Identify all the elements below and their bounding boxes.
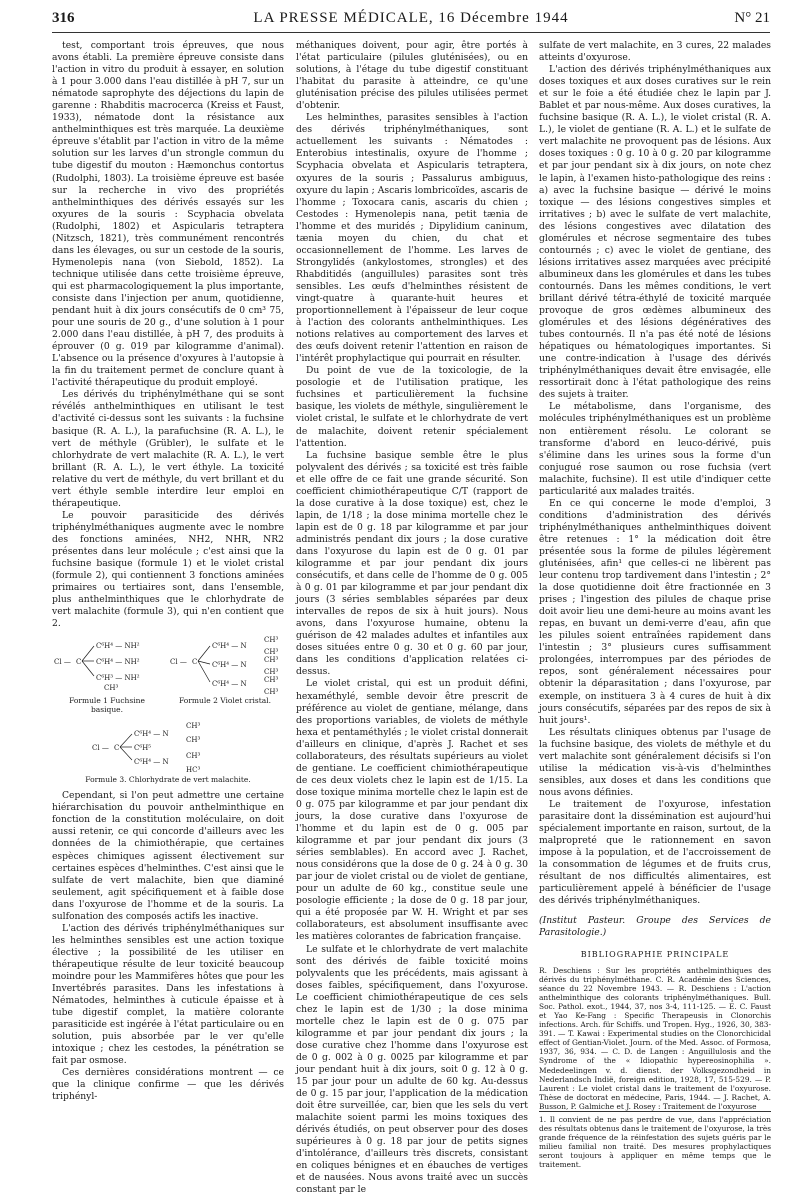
paragraph: Du point de vue de la toxicologie, de la posologie et de l'utilisation pratique, les fuchsines et particulièrement la fuchsine basique, les violets de méthyle, singulièrement le violet cristal, le sulfate et le chlorhydrate de vert de malachite, doivent retenir spécialement l'attention. bbox=[296, 365, 528, 449]
f3-group-a: C⁶H⁴ — N bbox=[134, 730, 169, 739]
f1-group-b: C⁶H⁴ — NH² bbox=[96, 658, 140, 667]
f2-methyl: CH³ bbox=[264, 648, 279, 657]
f1-c: C bbox=[76, 658, 82, 667]
paragraph: Cependant, si l'on peut admettre une certaine hiérarchisation du pouvoir anthelminthique en fonction de la constitution moléculaire, on doit aussi retenir, ce qui concorde d'ailleurs avec les données de la chimiothérapie, que certaines espèces chimiques agissent électivement sur certaines espèces d'helminthes. C'est ainsi que le sulfate de vert malachite, bien que diaminé seulement, agit spécifiquement et à faible dose dans l'oxyurose de l'homme et de la souris. La sulfonation des composés actifs les inactive. bbox=[52, 790, 284, 922]
issue-number: N° 21 bbox=[734, 10, 770, 26]
affiliation: (Institut Pasteur. Groupe des Services de Parasitologie.) bbox=[539, 915, 771, 939]
paragraph: La fuchsine basique semble être le plus polyvalent des dérivés ; sa toxicité est très faible et elle offre de ce fait une grande sécurité. Son coefficient chimiothérapeutique C/T (rapport de la dose curative à la dose toxique) est, chez le lapin, de 1/18 ; la dose minima mortelle chez le lapin est de 0 g. 18 par kilogramme et par jour administrés pendant dix jours ; la dose curative dans l'oxyurose du lapin est de 0 g. 01 par kilogramme et par jour pendant dix jours consécutifs, et dans celle de l'homme de 0 g. 005 à 0 g. 01 par kilogramme et par jour pendant dix jours (3 séries semblables séparées par deux intervalles de repos de six à huit jours). Nous avons, dans l'oxyurose humaine, obtenu la guérison de 42 malades adultes et infantiles aux doses situées entre 0 g. 30 et 0 g. 60 par jour, dans les conditions d'application relatées ci-dessus. bbox=[296, 449, 528, 678]
paragraph: Le violet cristal, qui est un produit défini, hexaméthylé, semble devoir être prescrit de préférence au violet de gentiane, mélange, dans des proportions variables, de violets de méthyle hexa et pentaméthylés ; le violet cristal donnerait d'ailleurs en clinique, d'après J. Rachet et ses collaborateurs, des résultats supérieurs au violet de gentiane. Le coefficient chimiothérapeutique de ces deux violets chez le lapin est de 1/15. La dose toxique minima mortelle chez le lapin est de 0 g. 075 par kilogramme et par jour pendant dix jours, la dose curative dans l'oxyurose de l'homme et du lapin est de 0 g. 005 par kilogramme et par jour pendant dix jours (3 séries semblables). En accord avec J. Rachet, nous considérons que la dose de 0 g. 24 à 0 g. 30 par jour de violet cristal ou de violet de gentiane, pour un adulte de 60 kg., constitue seule une posologie efficiente ; la dose de 0 g. 18 par jour, qui a été proposée par W. H. Wright et par ses collaborateurs, est absolument insuffisante avec les matières colorantes de fabrication française. bbox=[296, 678, 528, 943]
f2-methyl: CH³ bbox=[264, 636, 279, 645]
f2-group-c: C⁶H⁴ — N bbox=[212, 680, 247, 689]
running-header bbox=[52, 10, 770, 33]
paragraph: sulfate de vert malachite, en 3 cures, 22 malades atteints d'oxyurose. bbox=[539, 40, 771, 64]
paragraph: Le traitement de l'oxyurose, infestation parasitaire dont la dissémination est aujourd'hui spécialement importante en raison, surtout, de la malpropreté que le rationnement en savon impose à la population, et de l'accroissement de la consommation de légumes et de fruits crus, résultant de nos difficultés alimentaires, est particulièrement appelé à bénéficier de l'usage des dérivés triphénylméthaniques. bbox=[539, 798, 771, 907]
paragraph: Le pouvoir parasiticide des dérivés triphénylméthaniques augmente avec le nombre des fonctions aminées, NH2, NHR, NR2 présentes dans leur molécule ; c'est ainsi que la fuchsine basique (formule 1) et le violet cristal (formule 2), qui contiennent 3 fonctions aminées primaires ou tertiaires sont, dans l'ensemble, plus anthelminthiques que le chlorhydrate de vert malachite (formule 3), qui n'en contient que 2. bbox=[52, 509, 284, 630]
formula-2-caption: Formule 2 Violet cristal. bbox=[179, 696, 271, 706]
f3-methyl: CH³ bbox=[186, 752, 201, 761]
formula-1-caption: Formule 1 Fuchsine basique. bbox=[69, 696, 145, 715]
journal-title: LA PRESSE MÉDICALE, 16 Décembre 1944 bbox=[253, 10, 569, 26]
paragraph: Les helminthes, parasites sensibles à l'action des dérivés triphénylméthaniques, sont actuellement les suivants : Nématodes : Enterobius intestinalis, oxyure de l'homme ; Scyphacia obvelata et Aspicularis tetraptera, oxyures de la souris ; Passalurus ambiguus, oxyure du lapin ; Ascaris lombricoïdes, ascaris de l'homme ; Toxocara canis, ascaris du chien ; Cestodes : Hymenolepis nana, petit tænia de l'homme et des muridés ; Dipylidium caninum, tænia moyen du chien, du chat et occasionnellement de l'homme. Les larves de Strongylidés (ankylostomes, strongles) et des Rhabditidés (anguillules) parasites sont très sensibles. Les œufs d'helminthes résistent de vingt-quatre à quarante-huit heures et proportionnellement à l'épaisseur de leur coque à l'action des colorants anthelminthiques. Les notions relatives au comportement des larves et des œufs doivent retenir l'attention en raison de l'intérêt prophylactique qui pourrait en résulter. bbox=[296, 112, 528, 365]
f1-group-c: C⁶H³ — NH² bbox=[96, 674, 140, 683]
f1-methyl: CH³ bbox=[104, 684, 119, 693]
f2-methyl: CH³ bbox=[264, 656, 279, 665]
paragraph: Le métabolisme, dans l'organisme, des molécules triphénylméthaniques est un problème non entièrement résolu. Le colorant se transforme d'abord en leuco-dérivé, puis s'élimine dans les urines sous la forme d'un conjugué rose saumon ou rose fuchsia (vert malachite, fuchsine). Il est utile d'indiquer cette particularité aux malades traités. bbox=[539, 401, 771, 497]
column-3 bbox=[539, 40, 772, 1170]
f2-c: C bbox=[192, 658, 198, 667]
column-1 bbox=[52, 40, 284, 1103]
f3-group-c: C⁶H⁴ — N bbox=[134, 758, 169, 767]
f3-cl: Cl — bbox=[92, 744, 109, 753]
f2-group-a: C⁶H⁴ — N bbox=[212, 642, 247, 651]
paragraph: Les dérivés du triphénylméthane qui se sont révélés anthelminthiques en utilisant le test d'activité ci-dessus sont les suivants : la fuchsine basique (R. A. L.), la parafuchsine (R. A. L.), le vert de méthyle (Grübler), le sulfate et le chlorhydrate de vert malachite (R. A. L.), le vert brillant (R. A. L.), le vert éthyle. La toxicité relative du vert de méthyle, du vert brillant et du vert éthyle semble interdire leur emploi en thérapeutique. bbox=[52, 389, 284, 509]
paragraph: Le sulfate et le chlorhydrate de vert malachite sont des dérivés de faible toxicité moins polyvalents que les précédents, mais agissant à doses faibles, spécifiquement, dans l'oxyurose. Le coefficient chimiothérapeutique de ces sels chez le lapin est de 1/30 ; la dose minima mortelle chez le lapin est de 0 g. 075 par kilogramme et par jour pendant dix jours ; la dose curative chez l'homme dans l'oxyurose est de 0 g. 002 à 0 g. 0025 par kilogramme et par jour pendant huit à dix jours, soit 0 g. 12 à 0 g. 15 par jour pour un adulte de 60 kg. Au-dessus de 0 g. 15 par jour, l'application de la médication doit être surveillée, car, bien que les sels du vert malachite soient parmi les moins toxiques des dérivés étudiés, on peut observer pour des doses supérieures à 0 g. 18 par jour de petits signes d'intolérance, d'ailleurs très discrets, consistant en coliques bénignes et en ébauches de vertiges et de nausées. Nous avons traité avec un succès constant par le bbox=[296, 943, 528, 1196]
page-number: 316 bbox=[52, 10, 75, 26]
f3-c: C bbox=[114, 744, 120, 753]
paragraph: L'action des dérivés triphénylméthaniques sur les helminthes sensibles est une action toxique élective ; la possibilité de les utiliser en thérapeutique résulte de leur toxicité beaucoup moindre pour les Mammifères hôtes que pour les Invertébrés parasites. Dans les infestations à Nématodes, helminthes à cuticule épaisse et à tube digestif complet, la matière colorante parasiticide est ingérée à l'état particulaire ou en solution, puis absorbée par le ver qu'elle intoxique ; chez les cestodes, la pénétration se fait par osmose. bbox=[52, 922, 284, 1067]
f2-group-b: C⁶H⁴ — N bbox=[212, 661, 247, 670]
paragraph: En ce qui concerne le mode d'emploi, 3 conditions d'administration des dérivés triphénylméthaniques anthelminthiques doivent être retenues : 1° la médication doit être présentée sous la forme de pilules légèrement gluténisées, afin¹ que celles-ci ne libèrent pas leur contenu trop tardivement dans l'intestin ; 2° la dose quotidienne doit être fractionnée en 3 prises ; l'ingestion des pilules de chaque prise doit avoir lieu une demi-heure au moins avant les repas, en buvant un demi-verre d'eau, afin que les pilules soient entraînées rapidement dans l'intestin ; 3° plusieurs cures suffisamment prolongées, interrompues par des périodes de repos, sont généralement nécessaires pour obtenir la déparasitation ; dans l'oxyurose, par exemple, on instituera 3 à 4 cures de huit à dix jours consécutifs, séparées par des repos de six à huit jours¹. bbox=[539, 497, 771, 726]
f3-methyl: CH³ bbox=[186, 736, 201, 745]
column-2 bbox=[296, 40, 528, 1196]
f2-methyl: CH³ bbox=[264, 676, 279, 685]
bibliography: R. Deschiens : Sur les propriétés anthelminthiques des dérivés du triphénylméthane. C. R. Académie des Sciences, séance du 22 Novembre 1943. — R. Deschiens : L'action anthelminthique des colorants triphénylméthaniques. Bull. Soc. Pathol. exot., 1944, 37, nos 3-4, 111-125. — E. C. Faust et Yao Ke-Fang : Specific Therapeusis in Clonorchis infections. Arch. für Schiffs. und Tropen. Hyg., 1926, 30, 383-391. — T. Kawai : Experimental studies on the Clonorchicidal effect of Gentian-Violet. Journ. of the Med. Assoc. of Formosa, 1937, 36, 934. — C. D. de Langen : Anguillulosis and the Syndrome of the « Idiopathic hypereosinophilia ». Mededeelingen v. d. dienst. der Volksgezondheid in Nederlandsch Indië, foreign edition, 1928, 17, 515-529. — P. Laurent : Le violet cristal dans le traitement de l'oxyurose. Thèse de doctorat en médecine, Paris, 1944. — J. Rachet, A. Busson, P. Galmiche et J. Rosey : Traitement de l'oxyurose bbox=[539, 965, 772, 1111]
bibliography-title: BIBLIOGRAPHIE PRINCIPALE bbox=[580, 950, 730, 960]
f1-cl: Cl — bbox=[54, 658, 71, 667]
f2-cl: Cl — bbox=[170, 658, 187, 667]
formula-3-caption: Formule 3. Chlorhydrate de vert malachite. bbox=[85, 775, 251, 785]
f2-methyl: CH³ bbox=[264, 668, 279, 677]
f3-methyl: CH³ bbox=[186, 722, 201, 731]
paragraph: L'action des dérivés triphénylméthaniques aux doses toxiques et aux doses curatives sur le rein et sur le foie a été étudiée chez le lapin par J. Bablet et par nous-même. Aux doses curatives, la fuchsine basique (R. A. L.), le violet cristal (R. A. L.), le violet de gentiane (R. A. L.) et le sulfate de vert malachite ne provoquent pas de lésions. Aux doses toxiques : 0 g. 10 à 0 g. 20 par kilogramme et par jour pendant six à dix jours, on note chez le lapin, à l'examen histo-pathologique des reins : a) avec la fuchsine basique — dérivé le moins toxique — des lésions congestives simples et irritatives ; b) avec le sulfate de vert malachite, des lésions congestives avec dilatation des glomérules et nécrose segmentaire des tubes contournés ; c) avec le violet de gentiane, des lésions irritatives assez marquées avec précipité albumineux dans les glomérules et dans les tubes contournés. Dans les mêmes conditions, le vert brillant dérivé tétra-éthylé de toxicité marquée provoque de gros œdèmes albumineux des glomérules et des lésions dégénératives des tubes contournés. Il n'a pas été noté de lésions hépatiques ou hématologiques importantes. Si une contre-indication à l'usage des dérivés triphénylméthaniques devait être envisagée, elle ressortirait donc à l'état pathologique des reins des sujets à traiter. bbox=[539, 64, 771, 401]
f1-group-a: C⁶H⁴ — NH² bbox=[96, 642, 140, 651]
f2-methyl: CH³ bbox=[264, 688, 279, 697]
footnote: 1. Il convient de ne pas perdre de vue, dans l'appréciation des résultats obtenus dans le traitement de l'oxyurose, la très grande fréquence de la réinfestation des sujets guéris par le milieu familial non traité. Des mesures prophylactiques seront toujours à appliquer en même temps que le traitement. bbox=[539, 1111, 771, 1170]
paragraph: méthaniques doivent, pour agir, être portés à l'état particulaire (pilules gluténisées), ou en solutions, à l'étage du tube digestif constituant l'habitat du parasite à atteindre, ce qu'une gluténisation précise des pilules utilisées permet d'obtenir. bbox=[296, 40, 528, 112]
paragraph: Les résultats cliniques obtenus par l'usage de la fuchsine basique, des violets de méthyle et du vert malachite sont généralement décisifs si l'on utilise la médication vis-à-vis d'helminthes sensibles, aux doses et dans les conditions que nous avons définies. bbox=[539, 726, 771, 798]
f3-group-b: C⁶H⁵ bbox=[134, 744, 152, 753]
paragraph: test, comportant trois épreuves, que nous avons établi. La première épreuve consiste dans l'action in vitro du produit à essayer, en solution à 1 pour 3.000 dans l'eau distillée à pH 7, sur un nématode saprophyte des déjections du lapin de garenne : Rhabditis macrocerca (Kreiss et Faust, 1933), nématode dont la résistance aux anthelminthiques est très marquée. La deuxième épreuve s'établit par l'action in vitro de la même solution sur les larves d'un strongle commun du tube digestif du mouton : Hæmonchus contortus (Rudolphi, 1803). La troisième épreuve est basée sur la recherche in vivo des propriétés anthelminthiques des dérivés essayés sur les oxyures de la souris : Scyphacia obvelata (Rudolphi, 1802) et Aspicularis tetraptera (Nitzsch, 1821), très communément rencontrés dans les élevages, ou sur un cestode de la souris, Hymenolepis nana (von Siebold, 1852). La technique utilisée dans cette troisième épreuve, qui est pharmacologiquement la plus importante, consiste dans l'injection per anum, quotidienne, pendant huit à dix jours consécutifs de 0 cm³ 75, pour une souris de 20 g., d'une solution à 1 pour 2.000 dans l'eau distillée, à pH 7, des produits à éprouver (0 g. 019 par kilogramme d'animal). L'absence ou la présence d'oxyures à l'autopsie à la fin du traitement permet de conclure quant à l'activité thérapeutique du produit employé. bbox=[52, 40, 284, 389]
f3-methyl: HC³ bbox=[186, 766, 201, 775]
paragraph: Ces dernières considérations montrent — ce que la clinique confirme — que les dérivés triphényl- bbox=[52, 1067, 284, 1103]
chemical-formulas bbox=[52, 634, 284, 786]
